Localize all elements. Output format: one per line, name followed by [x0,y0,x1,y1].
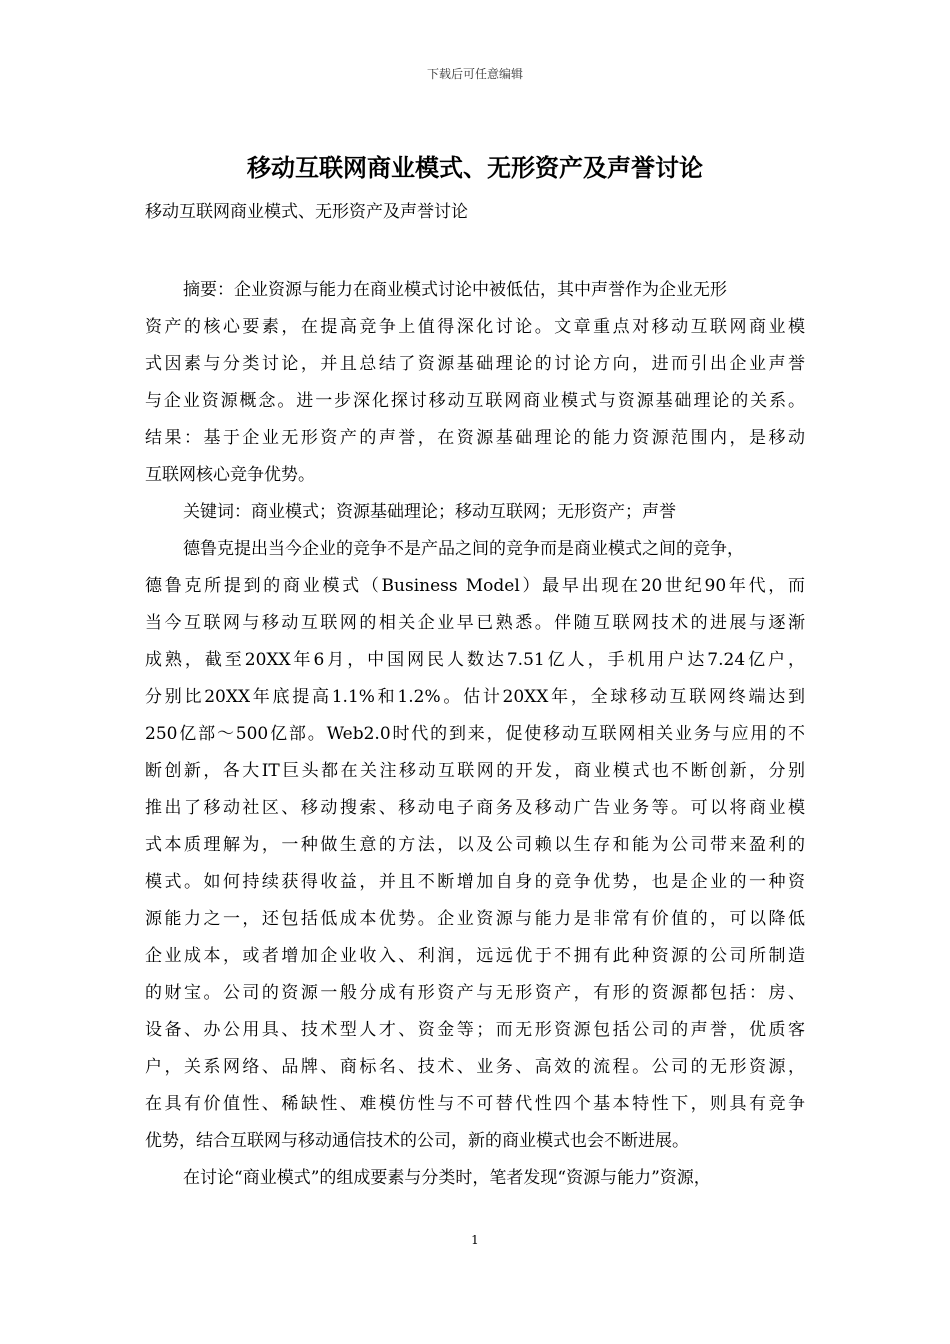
page-header: 下载后可任意编辑 [426,67,523,81]
paragraph-line: 设备、办公用具、技术型人才、资金等；而无形资源包括公司的声誉，优质客 [145,1020,805,1040]
paragraph-line: 的财宝。公司的资源一般分成有形资产与无形资产，有形的资源都包括：房、 [145,983,805,1003]
paragraph-line: 企业成本，或者增加企业收入、利润，远远优于不拥有此种资源的公司所制造 [145,946,805,966]
paragraph-line: 式本质理解为，一种做生意的方法，以及公司赖以生存和能为公司带来盈利的 [145,835,805,855]
keywords-line: 关键词：商业模式；资源基础理论；移动互联网；无形资产；声誉 [183,502,676,522]
page-number: 1 [471,1233,479,1247]
paragraph-line: 断创新，各大IT巨头都在关注移动互联网的开发，商业模式也不断创新，分别 [145,761,805,781]
paragraph-line: 当今互联网与移动互联网的相关企业早已熟悉。伴随互联网技术的进展与逐渐 [145,613,805,633]
abstract-line: 与企业资源概念。进一步深化探讨移动互联网商业模式与资源基础理论的关系。 [145,391,805,411]
abstract-line: 结果：基于企业无形资产的声誉，在资源基础理论的能力资源范围内，是移动 [145,428,805,448]
paragraph-line: 模式。如何持续获得收益，并且不断增加自身的竞争优势，也是企业的一种资 [145,872,805,892]
paragraph-line: 在讨论“商业模式”的组成要素与分类时，笔者发现“资源与能力”资源， [183,1168,711,1188]
paragraph-line: 户，关系网络、品牌、商标名、技术、业务、高效的流程。公司的无形资源， [145,1057,805,1077]
paragraph-line: 德鲁克所提到的商业模式（Business Model）最早出现在20世纪90年代，而 [145,576,805,596]
paragraph-line: 成熟，截至20XX年6月，中国网民人数达7.51亿人，手机用户达7.24亿户， [145,650,805,670]
abstract-line: 摘要：企业资源与能力在商业模式讨论中被低估，其中声誉作为企业无形 [183,280,727,300]
paragraph-line: 优势，结合互联网与移动通信技术的公司，新的商业模式也会不断进展。 [145,1131,689,1151]
document-title: 移动互联网商业模式、无形资产及声誉讨论 [247,154,703,182]
abstract-line: 资产的核心要素，在提高竞争上值得深化讨论。文章重点对移动互联网商业模 [145,317,805,337]
document-subtitle: 移动互联网商业模式、无形资产及声誉讨论 [145,202,468,222]
document-body [145,272,805,1197]
paragraph-line: 源能力之一，还包括低成本优势。企业资源与能力是非常有价值的，可以降低 [145,909,805,929]
paragraph-line: 分别比20XX年底提高1.1%和1.2%。估计20XX年，全球移动互联网终端达到 [145,687,805,707]
paragraph-line: 推出了移动社区、移动搜索、移动电子商务及移动广告业务等。可以将商业模 [145,798,805,818]
abstract-line: 式因素与分类讨论，并且总结了资源基础理论的讨论方向，进而引出企业声誉 [145,354,805,374]
paragraph-line: 德鲁克提出当今企业的竞争不是产品之间的竞争而是商业模式之间的竞争， [183,539,744,559]
abstract-line: 互联网核心竞争优势。 [145,465,315,485]
paragraph-line: 在具有价值性、稀缺性、难模仿性与不可替代性四个基本特性下，则具有竞争 [145,1094,805,1114]
paragraph-line: 250亿部～500亿部。Web2.0时代的到来，促使移动互联网相关业务与应用的不 [145,724,805,744]
